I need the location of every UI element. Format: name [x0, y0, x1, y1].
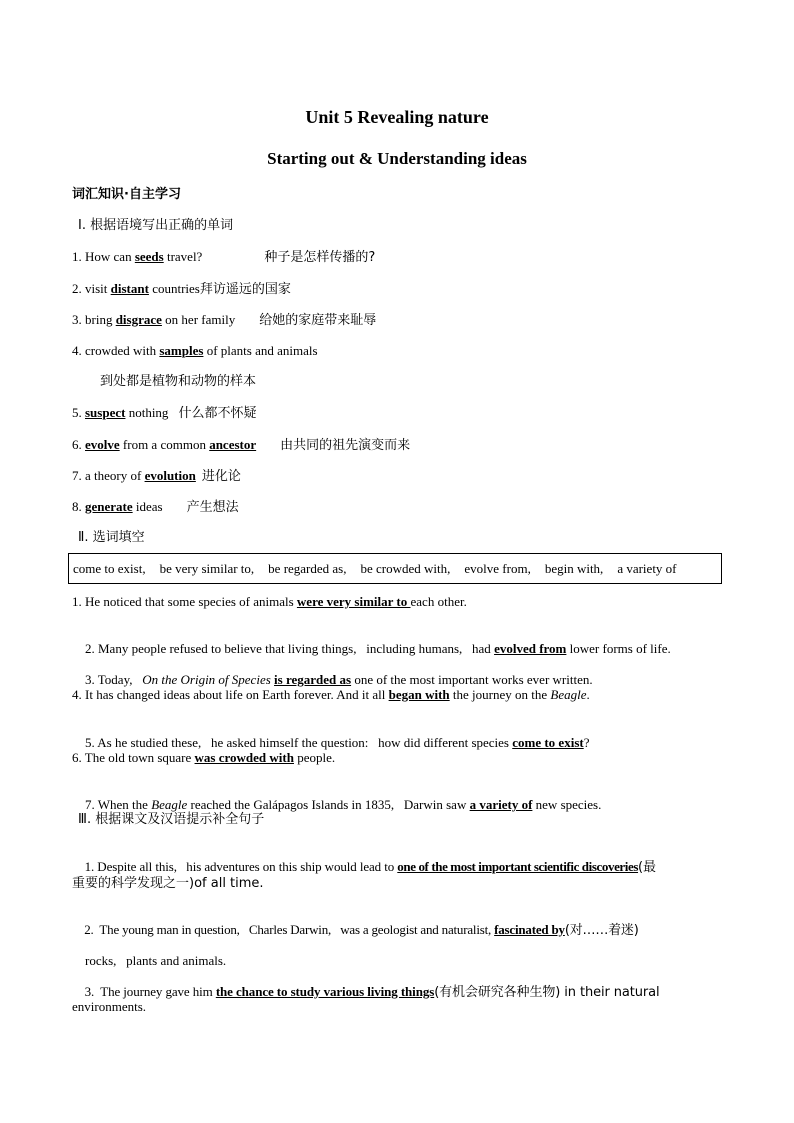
page-subtitle: Starting out & Understanding ideas [267, 149, 527, 168]
book-title: On the Origin of Species [142, 672, 271, 687]
answer: were very similar to [296, 594, 411, 609]
section2-title: Ⅱ. 选词填空 [78, 530, 145, 545]
page-title: Unit 5 Revealing nature [305, 107, 489, 127]
item-text: 7. a theory of [72, 468, 145, 483]
section3-title: Ⅲ. 根据课文及汉语提示补全句子 [78, 812, 265, 827]
item-text: 8. [72, 499, 85, 514]
answer: seeds [134, 249, 164, 264]
item-text: 1. How can [72, 249, 135, 264]
fill-item [72, 594, 724, 610]
item-text: 2. visit [72, 281, 111, 296]
item-text: reached the Galápagos Islands in 1835, Darwin saw [187, 797, 470, 812]
item-text: 3. bring [72, 312, 116, 327]
item-text: 2. Many people refused to believe that living things, including humans, had [85, 641, 495, 656]
answer: began with [388, 687, 450, 702]
vocab-item [72, 343, 724, 359]
chinese-hint: (最 [638, 860, 656, 875]
answer: samples [159, 343, 204, 358]
answer: disgrace [115, 312, 162, 327]
chinese-translation: 什么都不怀疑 [178, 406, 257, 421]
item-text: one of the most important works ever written. [351, 672, 593, 687]
vocab-item [72, 499, 724, 516]
chinese-translation: 进化论 [201, 469, 241, 484]
answer: evolved from [494, 641, 567, 656]
chinese-translation: 到处都是植物和动物的样本 [100, 374, 257, 389]
ship-name: Beagle [151, 797, 188, 812]
item-text: on her family [161, 312, 236, 327]
vocab-item [72, 281, 724, 298]
answer: is regarded as [274, 672, 352, 687]
answer: evolution [144, 468, 196, 483]
item-text: 重要的科学发现之一)of all time. [72, 876, 264, 891]
answer: one of the most important scientific discoveries [397, 859, 639, 874]
chinese-translation: 产生想法 [186, 500, 239, 515]
answer: the chance to study various living things [215, 984, 435, 999]
item-text: countries [148, 281, 200, 296]
item-text: rocks, plants and animals. [85, 953, 227, 968]
item-text: . [586, 687, 590, 702]
chinese-translation: 种子是怎样传播的? [264, 250, 376, 265]
ship-name: Beagle [550, 687, 587, 702]
item-text: 3. The journey gave him [84, 984, 216, 999]
section-heading: 词汇知识·自主学习 [72, 187, 181, 202]
fill-item [72, 687, 724, 703]
item-text: 5. As he studied these, he asked himself the question: how did different species [85, 735, 513, 750]
item-text: the journey on the [449, 687, 551, 702]
item-text: 1. Despite all this, his adventures on this ship would lead to [84, 859, 398, 874]
chinese-translation: 拜访遥远的国家 [199, 282, 291, 297]
item-text: nothing [125, 405, 169, 420]
answer: generate [85, 499, 133, 514]
item-text: people. [293, 750, 336, 765]
item-text: ? [583, 735, 590, 750]
vocab-item [72, 437, 724, 454]
item-text: from a common [119, 437, 210, 452]
word-bank-item: be very similar to, [159, 560, 255, 576]
word-bank-item: be regarded as, [268, 560, 347, 576]
chinese-translation: 由共同的祖先演变而来 [280, 438, 411, 453]
item-text: new species. [532, 797, 602, 812]
section1-title: Ⅰ. 根据语境写出正确的单词 [78, 218, 234, 233]
answer: was crowded with [194, 750, 294, 765]
item-text: 1. He noticed that some species of animals [72, 594, 297, 609]
answer: suspect [85, 405, 126, 420]
word-bank-item: evolve from, [464, 560, 531, 576]
answer: ancestor [209, 437, 257, 452]
item-text: 4. It has changed ideas about life on Earth forever. And it all [72, 687, 389, 702]
item-text: 7. When the [85, 797, 152, 812]
item-text: 6. [72, 437, 85, 452]
chinese-hint: (对……着迷) [564, 923, 639, 938]
item-text: 6. The old town square [72, 750, 195, 765]
sentence-continuation [72, 999, 724, 1015]
item-text: travel? [163, 249, 203, 264]
word-bank-item: begin with, [544, 560, 604, 576]
item-text: each other. [410, 594, 467, 609]
item-text: 5. [72, 405, 85, 420]
vocab-item [72, 312, 724, 329]
answer: come to exist [512, 735, 584, 750]
fill-item [72, 750, 724, 766]
word-bank [68, 553, 722, 584]
item-text: of plants and animals [203, 343, 318, 358]
chinese-hint: (有机会研究各种生物) in their natural [434, 985, 660, 1000]
answer: a variety of [469, 797, 533, 812]
answer: evolve [85, 437, 120, 452]
answer: fascinated by [494, 922, 565, 937]
sentence-continuation [72, 875, 724, 892]
vocab-item [72, 468, 724, 485]
item-text: lower forms of life. [566, 641, 671, 656]
vocab-item [72, 249, 724, 266]
word-bank-item: come to exist, [73, 560, 146, 576]
item-text: 2. The young man in question, Charles Darwin, was a geologist and naturalist, [84, 922, 495, 937]
item-text: environments. [72, 999, 147, 1014]
item-text: 4. crowded with [72, 343, 160, 358]
vocab-item [72, 405, 724, 422]
answer: distant [110, 281, 149, 296]
item-text: ideas [132, 499, 163, 514]
word-bank-item: a variety of [617, 560, 677, 576]
item-text: 3. Today, [85, 672, 143, 687]
word-bank-item: be crowded with, [360, 560, 451, 576]
chinese-translation: 给她的家庭带来耻辱 [259, 313, 377, 328]
